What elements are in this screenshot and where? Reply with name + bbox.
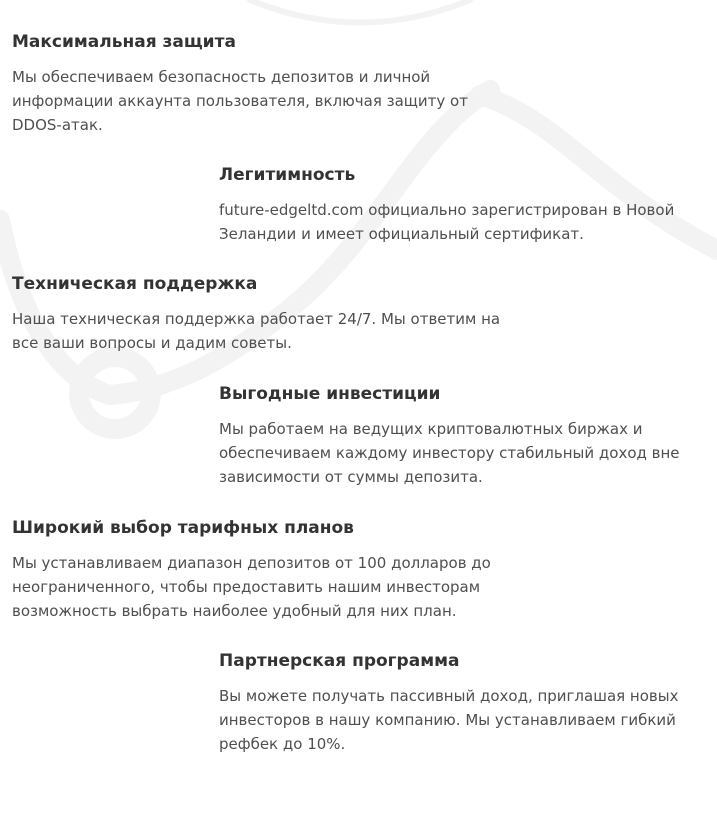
feature-title: Выгодные инвестиции (219, 384, 441, 404)
feature-text: Мы устанавливаем диапазон депозитов от 100 долларов до неограниченного, чтобы предоставить нашим инвесторам возможность выбрать наиболее удобный для них план. (12, 554, 491, 620)
feature-title: Максимальная защита (12, 32, 236, 52)
feature-partner-program (219, 650, 689, 756)
feature-title: Широкий выбор тарифных планов (12, 518, 354, 538)
feature-legitimacy (219, 164, 689, 246)
background-top-arc (250, 0, 470, 23)
feature-profitable-investments (219, 383, 689, 489)
feature-text: Мы работаем на ведущих криптовалютных биржах и обеспечиваем каждому инвестору стабильный доход вне зависимости от суммы депозита. (219, 420, 680, 486)
feature-title: Легитимность (219, 165, 356, 185)
feature-tech-support (12, 273, 502, 355)
feature-text: Мы обеспечиваем безопасность депозитов и личной информации аккаунта пользователя, включая защиту от DDOS-атак. (12, 68, 468, 134)
feature-title: Партнерская программа (219, 651, 460, 671)
feature-text: future-edgeltd.com официально зарегистрирован в Новой Зеландии и имеет официальный сертификат. (219, 201, 675, 243)
feature-tariff-plans (12, 517, 502, 623)
feature-text: Наша техническая поддержка работает 24/7. Мы ответим на все ваши вопросы и дадим советы. (12, 310, 501, 352)
feature-title: Техническая поддержка (12, 274, 258, 294)
feature-maximum-protection (12, 31, 502, 137)
feature-text: Вы можете получать пассивный доход, приглашая новых инвесторов в нашу компанию. Мы устанавливаем гибкий рефбек до 10%. (219, 687, 679, 753)
